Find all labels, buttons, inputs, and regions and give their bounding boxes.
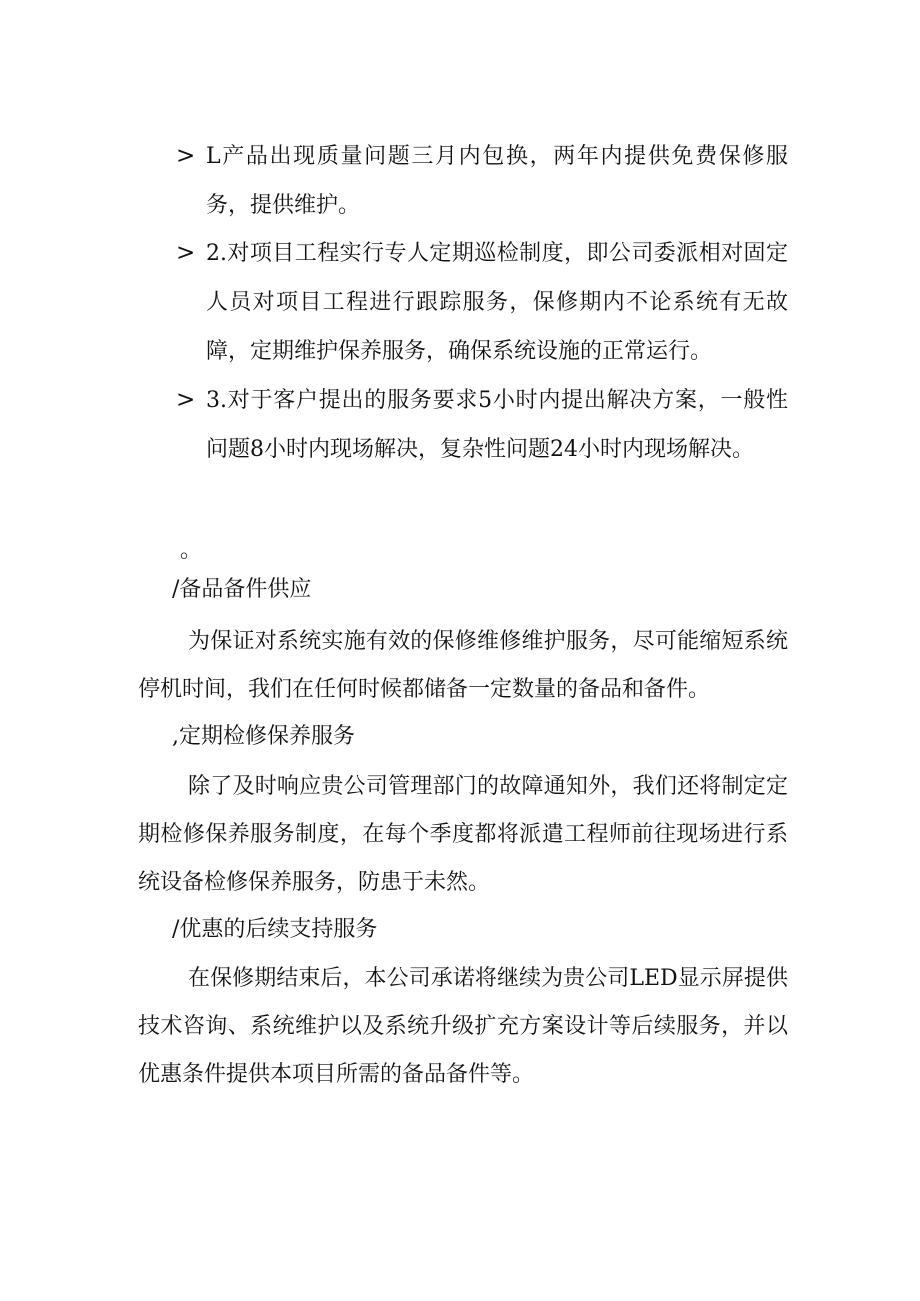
section-heading-followup-support: /优惠的后续支持服务 xyxy=(172,917,378,942)
section-body-maintenance: 除了及时响应贵公司管理部门的故障通知外，我们还将制定定期检修保养服务制度，在每个季度都将派遣工程师前往现场进行系统设备检修保养服务，防患于未然。 xyxy=(138,774,788,895)
bullet-text: 2.对项目工程实行专人定期巡检制度，即公司委派相对固定人员对项目工程进行跟踪服务，保修期内不论系统有无故障，定期维护保养服务，确保系统设施的正常运行。 xyxy=(206,241,788,364)
bullet-item-inspection xyxy=(176,229,788,376)
bullet-marker: > xyxy=(176,387,196,413)
bullet-item-response-time xyxy=(176,376,788,474)
bullet-item-warranty xyxy=(176,132,788,230)
bullet-marker: > xyxy=(176,143,196,169)
bullet-text: 3.对于客户提出的服务要求5小时内提出解决方案，一般性问题8小时内现场解决，复杂性问题24小时内现场解决。 xyxy=(206,388,788,462)
section-body-followup-support: 在保修期结束后，本公司承诺将继续为贵公司LED显示屏提供技术咨询、系统维护以及系统升级扩充方案设计等后续服务，并以优惠条件提供本项目所需的备品备件等。 xyxy=(138,966,788,1087)
section-body-spare-parts: 为保证对系统实施有效的保修维修维护服务，尽可能缩短系统停机时间，我们在任何时候都储备一定数量的备品和备件。 xyxy=(138,629,788,702)
bullet-text: L产品出现质量问题三月内包换，两年内提供免费保修服务，提供维护。 xyxy=(206,144,788,218)
stray-period-mark: 。 xyxy=(180,538,203,563)
bullet-marker: > xyxy=(176,240,196,266)
section-heading-spare-parts: /备品备件供应 xyxy=(172,577,312,602)
section-heading-maintenance: ,定期检修保养服务 xyxy=(172,724,355,749)
